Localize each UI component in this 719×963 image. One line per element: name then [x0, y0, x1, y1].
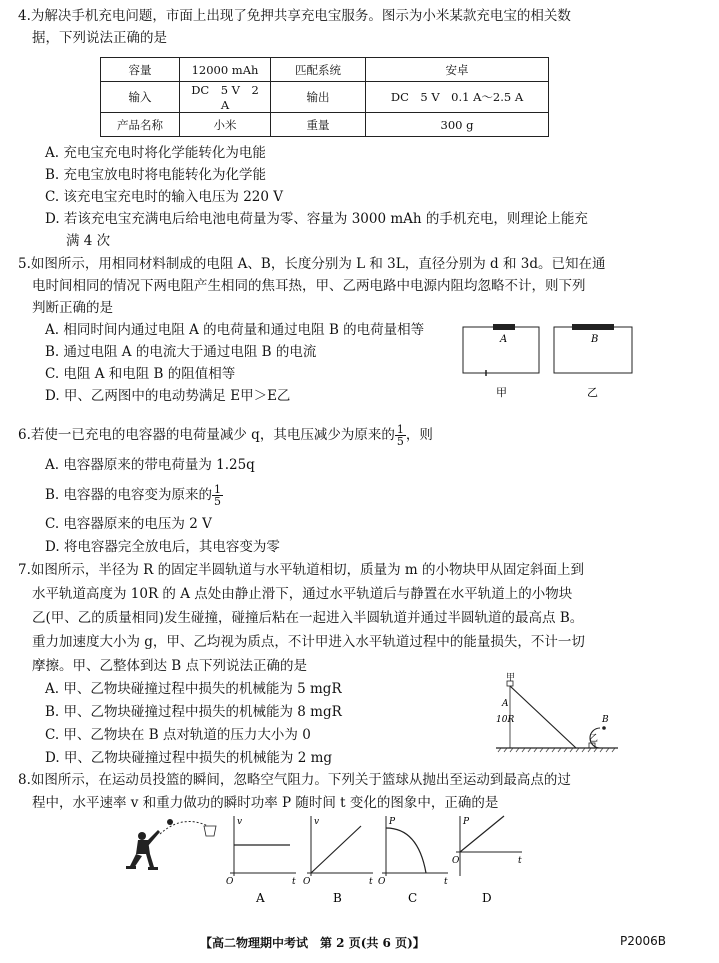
x-axis-label: t [292, 877, 296, 887]
q7-option-a: A. 甲、乙物块碰撞过程中损失的机械能为 5 mgR [45, 681, 342, 697]
graph-option-c [378, 814, 456, 906]
graph-option-a [226, 814, 304, 906]
q8-stem-line2: 程中，水平速率 v 和重力做功的瞬时功率 P 随时间 t 变化的图象中，正确的是 [32, 795, 499, 811]
q7-stem-line5: 摩擦。甲、乙整体到达 B 点下列说法正确的是 [32, 658, 308, 674]
graph-curve [311, 826, 361, 873]
table-cell: DC 5 V 2 A [180, 82, 271, 113]
frac-num: 1 [214, 483, 222, 496]
fraction-one-fifth [395, 424, 406, 447]
label-yi: 乙 [589, 734, 599, 744]
q7-option-c: C. 甲、乙物块在 B 点对轨道的压力大小为 0 [45, 727, 311, 743]
q5-option-a: A. 相同时间内通过电阻 A 的电荷量和通过电阻 B 的电荷量相等 [45, 322, 425, 338]
q8-stem-line1: 8.如图所示，在运动员投篮的瞬间，忽略空气阻力。下列关于篮球从抛出至运动到最高点的过 [18, 772, 571, 788]
q6-stem-text: 6.若使一已充电的电容器的电荷量减少 q，其电压减少为原来的 [18, 427, 395, 443]
q6-option-d: D. 将电容器完全放电后，其电容变为零 [45, 539, 280, 555]
graph-option-d [452, 814, 530, 906]
exam-code: P2006B [620, 934, 667, 948]
basketball-player-figure [120, 812, 220, 874]
q4-option-c: C. 该充电宝充电时的输入电压为 220 V [45, 189, 284, 205]
q5-stem-line1: 5.如图所示，用相同材料制成的电阻 A、B，长度分别为 L 和 3L，直径分别为 d 和 3d。已知在通 [18, 256, 606, 272]
table-cell: 12000 mAh [180, 58, 271, 82]
origin-label: O [378, 877, 386, 887]
y-axis-label: v [314, 817, 320, 827]
power-bank-spec-table [100, 57, 549, 137]
circuit-yi-label: 乙 [587, 386, 598, 399]
q6-stem-end: ，则 [405, 427, 433, 443]
hoop-icon [204, 826, 216, 836]
table-cell: DC 5 V 0.1 A～2.5 A [366, 82, 549, 113]
q6-option-c: C. 电容器原来的电压为 2 V [45, 516, 212, 532]
incline [510, 686, 576, 748]
table-cell: 输出 [271, 82, 366, 113]
q6-stem [18, 424, 708, 447]
q7-option-b: B. 甲、乙物块碰撞过程中损失的机械能为 8 mgR [45, 704, 342, 720]
label-a: A [502, 699, 509, 709]
label-height: 10R [496, 715, 515, 725]
circuit-yi [554, 324, 632, 373]
origin-label: O [226, 877, 234, 887]
x-axis-label: t [518, 856, 522, 866]
option-letter: C [408, 891, 418, 905]
label-jia: 甲 [506, 673, 516, 683]
q4-option-d: D. 若该充电宝充满电后给电池电荷量为零、容量为 3000 mAh 的手机充电，则理论上能充 [45, 211, 588, 227]
frac-den: 5 [396, 435, 404, 448]
q5-circuit-figure [460, 318, 640, 400]
option-letter: B [333, 891, 342, 905]
origin-label: O [452, 856, 460, 866]
circuit-jia-label: 甲 [496, 386, 507, 399]
x-axis-label: t [369, 877, 373, 887]
q4-option-b: B. 充电宝放电时将电能转化为化学能 [45, 167, 267, 183]
table-row [101, 58, 549, 82]
table-cell: 容量 [101, 58, 180, 82]
table-cell: 小米 [180, 113, 271, 137]
frac-num: 1 [396, 423, 404, 436]
q4-stem-line1: 4.为解决手机充电问题，市面上出现了免押共享充电宝服务。图示为小米某款充电宝的相关数 [18, 8, 571, 24]
label-b: B [602, 715, 609, 725]
x-axis-label: t [444, 877, 448, 887]
frac-den: 5 [214, 495, 222, 508]
resistor-b-label: B [591, 334, 599, 345]
player-icon [126, 830, 160, 870]
q5-stem-line2: 电时间相同的情况下两电阻产生相同的焦耳热，甲、乙两电路中电源内阻均忽略不计，则下列 [32, 278, 586, 294]
page-footer: 【高二物理期中考试 第 2 页(共 6 页)】 [200, 936, 425, 950]
graph-curve [386, 828, 426, 873]
table-cell: 安卓 [366, 58, 549, 82]
q6-option-b-text: B. 电容器的电容变为原来的 [45, 487, 213, 503]
q6-option-b [45, 484, 700, 507]
q4-option-d-cont: 满 4 次 [66, 233, 111, 249]
q5-option-c: C. 电阻 A 和电阻 B 的阻值相等 [45, 366, 236, 382]
q7-track-figure [492, 672, 622, 758]
q7-stem-line2: 水平轨道高度为 10R 的 A 点处由静止滑下，通过水平轨道后与静置在水平轨道上的小物块 [32, 586, 573, 602]
q7-stem-line1: 7.如图所示，半径为 R 的固定半圆轨道与水平轨道相切，质量为 m 的小物块甲从固定斜面上到 [18, 562, 585, 578]
option-letter: A [256, 891, 265, 905]
graph-option-b [303, 814, 381, 906]
basketball-icon [167, 819, 173, 825]
q5-option-b: B. 通过电阻 A 的电流大于通过电阻 B 的电流 [45, 344, 317, 360]
table-cell: 产品名称 [101, 113, 180, 137]
fraction-one-fifth [212, 484, 223, 507]
option-letter: D [482, 891, 492, 905]
q7-option-d: D. 甲、乙物块碰撞过程中损失的机械能为 2 mg [45, 750, 333, 766]
q7-stem-line3: 乙(甲、乙的质量相同)发生碰撞，碰撞后粘在一起进入半圆轨道并通过半圆轨道的最高点 B。 [32, 610, 584, 626]
table-row [101, 113, 549, 137]
table-cell: 输入 [101, 82, 180, 113]
q4-stem-line2: 据，下列说法正确的是 [32, 30, 167, 46]
y-axis-label: v [237, 817, 243, 827]
q4-option-a: A. 充电宝充电时将化学能转化为电能 [45, 145, 266, 161]
q6-option-a: A. 电容器原来的带电荷量为 1.25q [45, 457, 255, 473]
resistor-a-label: A [500, 334, 508, 345]
y-axis-label: P [389, 817, 396, 827]
table-cell: 匹配系统 [271, 58, 366, 82]
table-cell: 300 g [366, 113, 549, 137]
circuit-jia [463, 324, 539, 376]
y-axis-label: P [463, 817, 470, 827]
origin-label: O [303, 877, 311, 887]
q5-option-d: D. 甲、乙两图中的电动势满足 E甲＞E乙 [45, 388, 291, 404]
q5-stem-line3: 判断正确的是 [32, 300, 113, 316]
table-cell: 重量 [271, 113, 366, 137]
q7-stem-line4: 重力加速度大小为 g，甲、乙均视为质点，不计甲进入水平轨道过程中的能量损失，不计一切 [32, 634, 585, 650]
table-row [101, 82, 549, 113]
